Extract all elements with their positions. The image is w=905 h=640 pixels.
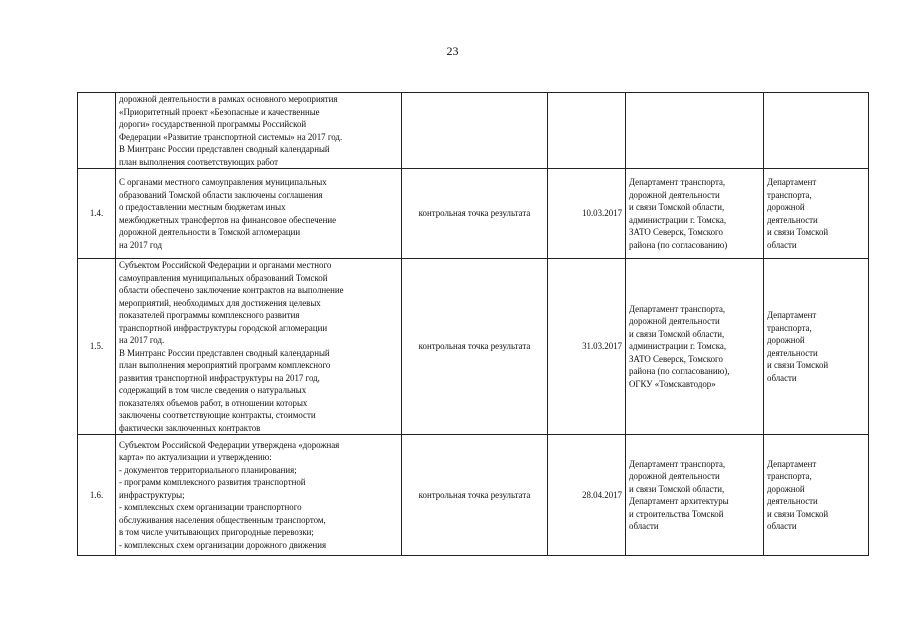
responsible-line: деятельности bbox=[767, 347, 818, 358]
responsible-line: Департамент bbox=[767, 310, 817, 320]
responsible-line: области bbox=[767, 372, 797, 383]
deadline-date-cell: 10.03.2017 bbox=[548, 169, 626, 259]
executor-line: Департамент транспорта, bbox=[629, 458, 726, 469]
row-number-cell: 1.6. bbox=[78, 435, 116, 556]
description-line: на 2017 год bbox=[119, 239, 162, 250]
executor-line: и связи Томской области, bbox=[629, 328, 725, 339]
description-line: мероприятий, необходимых для достижения целевых bbox=[119, 297, 321, 308]
responsible-line: деятельности bbox=[767, 496, 818, 506]
deadline-date-cell bbox=[548, 93, 626, 169]
description-line: Федерации «Развитие транспортной системы» на 2017 год. bbox=[119, 131, 343, 142]
description-line: В Минтранс России представлен сводный календарный bbox=[119, 347, 330, 358]
responsible-line: дорожной bbox=[767, 483, 805, 494]
description-line: - документов территориального планирования; bbox=[119, 464, 297, 475]
row-number-cell: 1.5. bbox=[78, 259, 116, 435]
table-row bbox=[78, 435, 869, 556]
description-line: В Минтранс России представлен сводный календарный bbox=[119, 144, 330, 154]
executor-line: администрации г. Томска, bbox=[629, 214, 727, 225]
executor-line: ОГКУ «Томскавтодор» bbox=[629, 378, 716, 389]
description-line: на 2017 год. bbox=[119, 335, 165, 345]
plan-table bbox=[77, 92, 869, 556]
table-row bbox=[78, 169, 869, 259]
executor-line: ЗАТО Северск, Томского bbox=[629, 353, 723, 364]
executor-line: Департамент транспорта, bbox=[629, 177, 726, 187]
responsible-cell bbox=[764, 93, 869, 169]
executor-line: ЗАТО Северск, Томского bbox=[629, 227, 723, 237]
description-line: план выполнения мероприятий программ комплексного bbox=[119, 360, 331, 370]
milestone-type-cell bbox=[402, 93, 548, 169]
description-line: обслуживания населения общественным транспортом, bbox=[119, 514, 326, 525]
responsible-line: и связи Томской bbox=[767, 508, 829, 519]
responsible-line: области bbox=[767, 521, 797, 531]
event-description-cell bbox=[116, 169, 402, 259]
executor-line: района (по согласованию), bbox=[629, 366, 730, 377]
executors-cell bbox=[626, 93, 764, 169]
executor-line: администрации г. Томска, bbox=[629, 341, 727, 352]
description-line: показателей программы комплексного развития bbox=[119, 310, 300, 320]
responsible-line: транспорта, bbox=[767, 471, 812, 481]
description-line: - программ комплексного развития транспортной bbox=[119, 477, 306, 488]
responsible-line: Департамент bbox=[767, 458, 817, 469]
page-number: 23 bbox=[446, 44, 459, 58]
milestone-type-cell: контрольная точка результата bbox=[402, 435, 548, 556]
responsible-line: деятельности bbox=[767, 214, 818, 225]
responsible-line: Департамент bbox=[767, 177, 817, 187]
executors-cell bbox=[626, 169, 764, 259]
description-line: межбюджетных трансфертов на финансовое обеспечение bbox=[119, 214, 337, 225]
description-line: образований Томской области заключены соглашения bbox=[119, 189, 323, 200]
milestone-type-cell: контрольная точка результата bbox=[402, 259, 548, 435]
responsible-line: дорожной bbox=[767, 335, 805, 345]
table-row bbox=[78, 259, 869, 435]
responsible-line: транспорта, bbox=[767, 322, 812, 333]
event-description-cell bbox=[116, 259, 402, 435]
description-line: Субъектом Российской Федерации и органами местного bbox=[119, 260, 332, 270]
responsible-cell bbox=[764, 169, 869, 259]
deadline-date-cell: 28.04.2017 bbox=[548, 435, 626, 556]
event-description-cell bbox=[116, 93, 402, 169]
description-line: показателях объемов работ, в отношении которых bbox=[119, 397, 308, 408]
responsible-line: и связи Томской bbox=[767, 360, 829, 370]
executor-line: и строительства Томской bbox=[629, 508, 724, 519]
executor-line: района (по согласованию) bbox=[629, 239, 728, 250]
description-line: развития транспортной инфраструктуры на 2017 год, bbox=[119, 372, 320, 383]
executor-line: Департамент архитектуры bbox=[629, 496, 729, 506]
table-row bbox=[78, 93, 869, 169]
description-line: заключены соответствующие контракты, стоимости bbox=[119, 410, 316, 420]
description-line: «Приоритетный проект «Безопасные и качественные bbox=[119, 106, 320, 117]
description-line: инфраструктуры; bbox=[119, 489, 185, 500]
responsible-line: транспорта, bbox=[767, 189, 812, 200]
executors-cell bbox=[626, 259, 764, 435]
responsible-line: дорожной bbox=[767, 202, 805, 212]
executor-line: области bbox=[629, 521, 659, 531]
responsible-line: и связи Томской bbox=[767, 227, 829, 237]
description-line: план выполнения соответствующих работ bbox=[119, 156, 278, 167]
executor-line: Департамент транспорта, bbox=[629, 303, 726, 314]
description-line: транспортной инфраструктуры городской агломерации bbox=[119, 322, 328, 333]
responsible-cell bbox=[764, 259, 869, 435]
milestone-type-cell: контрольная точка результата bbox=[402, 169, 548, 259]
description-line: С органами местного самоуправления муниципальных bbox=[119, 177, 327, 187]
description-line: о предоставлении местным бюджетам иных bbox=[119, 202, 286, 212]
description-line: дорожной деятельности в рамках основного мероприятия bbox=[119, 94, 338, 104]
responsible-line: области bbox=[767, 239, 797, 250]
description-line: содержащий в том числе сведения о натуральных bbox=[119, 385, 307, 395]
description-line: - комплексных схем организации транспортного bbox=[119, 502, 302, 513]
description-line: фактически заключенных контрактов bbox=[119, 422, 261, 433]
description-line: в том числе учитывающих пригородные перевозки; bbox=[119, 527, 314, 538]
description-line: карта» по актуализации и утверждению: bbox=[119, 452, 272, 463]
description-line: - комплексных схем организации дорожного движения bbox=[119, 539, 327, 550]
executor-line: дорожной деятельности bbox=[629, 471, 720, 481]
deadline-date-cell: 31.03.2017 bbox=[548, 259, 626, 435]
executor-line: дорожной деятельности bbox=[629, 316, 720, 327]
responsible-cell bbox=[764, 435, 869, 556]
executors-cell bbox=[626, 435, 764, 556]
executor-line: и связи Томской области, bbox=[629, 483, 725, 494]
executor-line: и связи Томской области, bbox=[629, 202, 725, 212]
description-line: самоуправления муниципальных образований Томской bbox=[119, 272, 328, 283]
description-line: дороги» государственной программы Российской bbox=[119, 119, 307, 129]
description-line: дорожной деятельности в Томской агломерации bbox=[119, 227, 301, 237]
description-line: Субъектом Российской Федерации утверждена «дорожная bbox=[119, 439, 340, 450]
executor-line: дорожной деятельности bbox=[629, 189, 720, 200]
row-number-cell: 1.4. bbox=[78, 169, 116, 259]
event-description-cell bbox=[116, 435, 402, 556]
row-number-cell bbox=[78, 93, 116, 169]
description-line: области обеспечено заключение контрактов на выполнение bbox=[119, 285, 344, 295]
